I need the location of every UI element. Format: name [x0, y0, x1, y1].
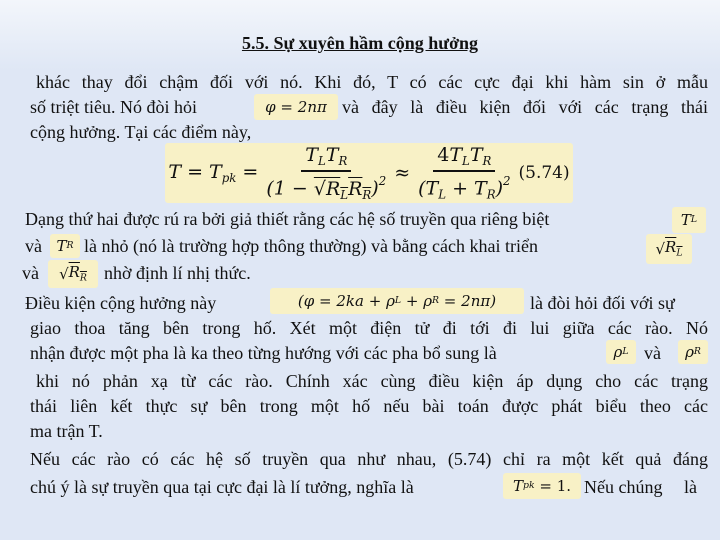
para4-line2b: Nếu chúng — [584, 477, 663, 497]
para2-line2b: là nhỏ (nó là trường hợp thông thường) và bằng cách khai triển — [84, 236, 538, 256]
formula-TR: T R — [50, 234, 80, 258]
equation-5-74: $T = T_{pk}$ = $\frac{T_LT_R}{(1 - √R_LR_R)^2}$ ≈ $\frac{4T_LT_R}{(T_L + T_R)^2}$ (5.74) — [165, 143, 573, 203]
equation-number: (5.74) — [518, 163, 570, 183]
formula-phi-2npi: φ = 2 nπ — [254, 94, 338, 120]
para1-line2a: số triệt tiêu. Nó đòi hỏi — [30, 97, 197, 117]
para1-line1: khác thay đổi chậm đối với nó. Khi đó, T có các cực đại khi hàm sin ở mẫu — [36, 72, 708, 92]
formula-Tpk-equals-1: T pk = 1. — [503, 473, 581, 499]
para4-line1: Nếu các rào có các hệ số truyền qua như nhau, (5.74) chỉ ra một kết quả đáng — [30, 449, 708, 469]
formula-TL: T L — [672, 207, 706, 233]
para2-line3b: nhờ định lí nhị thức. — [104, 263, 251, 283]
page-title: 5.5. Sự xuyên hầm cộng hưởng — [241, 33, 479, 53]
para3-line5: thái liên kết thực sự bên trong một hố nếu bài toán được phát biểu theo các — [30, 396, 708, 416]
para4-line2c: là — [684, 477, 697, 497]
para3-line4: khi nó phản xạ từ các rào. Chính xác cùng điều kiện áp dụng cho các trạng — [36, 371, 708, 391]
equation-fraction-1: $\frac{T_LT_R}{(1 - √R_LR_R)^2}$ — [266, 144, 387, 202]
para3-line2: giao thoa tăng bên trong hố. Xét một điện tử đi tới đi lui giữa các rào. Nó — [30, 318, 708, 338]
para3-line6: ma trận T. — [30, 421, 103, 441]
para3-line1b: là đòi hỏi đối với sự — [530, 293, 675, 313]
para4-line2a: chú ý là sự truyền qua tại cực đại là lí tưởng, nghĩa là — [30, 477, 414, 497]
formula-rhoR: ρ R — [678, 340, 708, 364]
para2-line1: Dạng thứ hai được rú ra bởi giả thiết rằng các hệ số truyền qua riêng biệt — [25, 209, 550, 229]
para1-line2b-text: và đây là điều kiện đối với các trạng thái — [342, 97, 708, 117]
para3-line3a: nhận được một pha là ka theo từng hướng với các pha bổ sung là — [30, 343, 497, 363]
para3-line3b: và — [644, 343, 661, 363]
para3-line1a: Điều kiện cộng hưởng này — [25, 293, 217, 313]
formula-resonance-condition: (φ = 2 ka + ρ L + ρ R = 2 nπ ) — [270, 288, 524, 314]
formula-rhoL: ρ L — [606, 340, 636, 364]
formula-sqrt-RR: √ $R_R$ — [48, 260, 98, 288]
para1-line2b — [342, 96, 708, 118]
para2-line3a: và — [22, 263, 39, 283]
para1-line3: cộng hưởng. Tại các điểm này, — [30, 122, 252, 142]
equation-fraction-2: $\frac{4T_LT_R}{(T_L + T_R)^2}$ — [418, 144, 511, 202]
para2-line2a: và — [25, 236, 42, 256]
formula-sqrt-RL: √ $R_L$ — [646, 234, 692, 264]
